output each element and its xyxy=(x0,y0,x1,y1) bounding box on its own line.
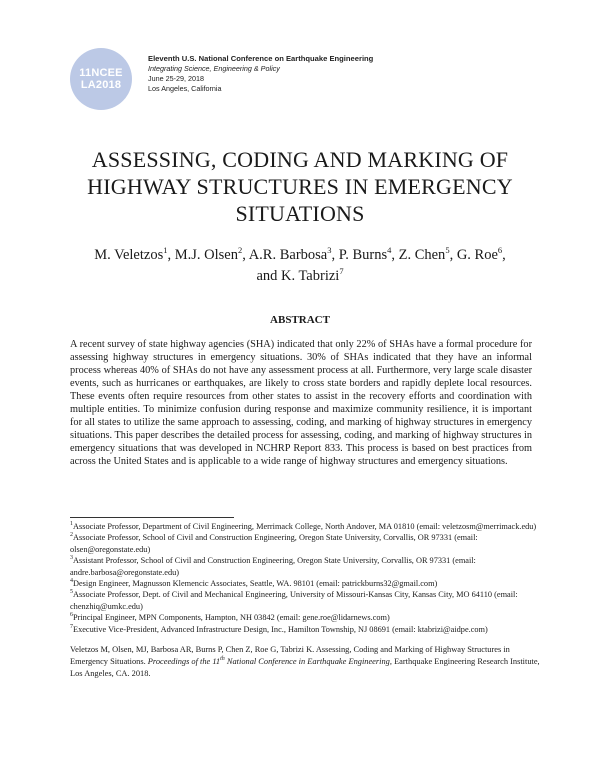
footnotes xyxy=(70,521,540,635)
paper-title: ASSESSING, CODING AND MARKING OF HIGHWAY STRUCTURES IN EMERGENCY SITUATIONS xyxy=(87,147,513,226)
footnote-divider xyxy=(70,517,234,518)
conference-header xyxy=(148,53,373,94)
abstract-text: A recent survey of state highway agencies (SHA) indicated that only 22% of SHAs have a formal procedure for assessing highway structures in emergency situations. 30% of SHAs indicated that they have an informal process whereas 40% of SHAs do not have any assessment process at all. Furthermore, very large scale disaster events, such as hurricanes or earthquakes, are likely to cross state borders and rapidly deplete local resources. These events often require resources from other states to assist in the recovery efforts and coordination with multiple entities. To minimize confusion during response and maximize community resilience, it is important for all states to utilize the same approach to assessing, coding, and marking of highway structures in emergency situations. This paper describes the detailed process for assessing, coding, and marking of highway structures in emergency situations that was developed in NCHRP Report 833. This process is based on best practices from across the United States and is applicable to a wide range of highway structures and emergency situations. xyxy=(70,339,532,467)
author: G. Roe$^6$, xyxy=(456,245,506,263)
footnote: $^3$Assistant Professor, School of Civil and Construction Engineering, Oregon State University, Corvallis, OR 97331 (email: andre.barbosa@oregonstate.edu) xyxy=(70,555,476,577)
footnote: $^7$Executive Vice-President, Advanced Infrastructure Design, Inc., Hamilton Township, NJ 08691 (email: ktabrizi@aidpe.com) xyxy=(70,623,488,634)
conference-logo xyxy=(70,48,132,110)
author: and K. Tabrizi$^7$ xyxy=(256,266,344,284)
logo-line-1: 11NCEE xyxy=(79,67,123,79)
author: M.J. Olsen$^2$, xyxy=(174,245,249,263)
abstract-heading: ABSTRACT xyxy=(270,314,330,326)
author-list xyxy=(40,245,560,287)
conference-location: Los Angeles, California xyxy=(148,84,222,93)
footnote: $^6$Principal Engineer, MPN Components, Hampton, NH 03842 (email: gene.roe@lidarnews.com) xyxy=(70,612,390,623)
citation: Veletzos M, Olsen, MJ, Barbosa AR, Burns P, Chen Z, Roe G, Tabrizi K. Assessing, Coding and Marking of Highway Structures in Emergency Situations. Proceedings of the 11th National Conference in Earthquake Engineering, Earthquake Engineering Research Institute, Los Angeles, CA. 2018. xyxy=(70,645,540,678)
footnote: $^2$Associate Professor, School of Civil and Construction Engineering, Oregon State University, Corvallis, OR 97331 (email: olsen@oregonstate.edu) xyxy=(70,532,478,554)
conference-name: Eleventh U.S. National Conference on Earthquake Engineering xyxy=(148,54,374,63)
footnote: $^5$Associate Professor, Dept. of Civil and Mechanical Engineering, University of Missouri-Kansas City, Kansas City, MO 64110 (email: chenzhiq@umkc.edu) xyxy=(70,589,518,611)
conference-theme: Integrating Science, Engineering & Policy xyxy=(148,64,280,73)
author: A.R. Barbosa$^3$, xyxy=(248,245,339,263)
conference-dates: June 25-29, 2018 xyxy=(148,74,204,83)
author: P. Burns$^4$, xyxy=(338,245,399,263)
author: Z. Chen$^5$, xyxy=(398,245,457,263)
logo-line-2: LA2018 xyxy=(80,79,122,91)
author: M. Veletzos$^1$, xyxy=(94,245,175,263)
footnote: $^4$Design Engineer, Magnusson Klemencic Associates, Seattle, WA. 98101 (email: patrickburns32@gmail.com) xyxy=(70,578,438,589)
footnote: $^1$Associate Professor, Department of Civil Engineering, Merrimack College, North Andover, MA 01810 (email: veletzosm@merrimack.edu) xyxy=(70,521,537,531)
